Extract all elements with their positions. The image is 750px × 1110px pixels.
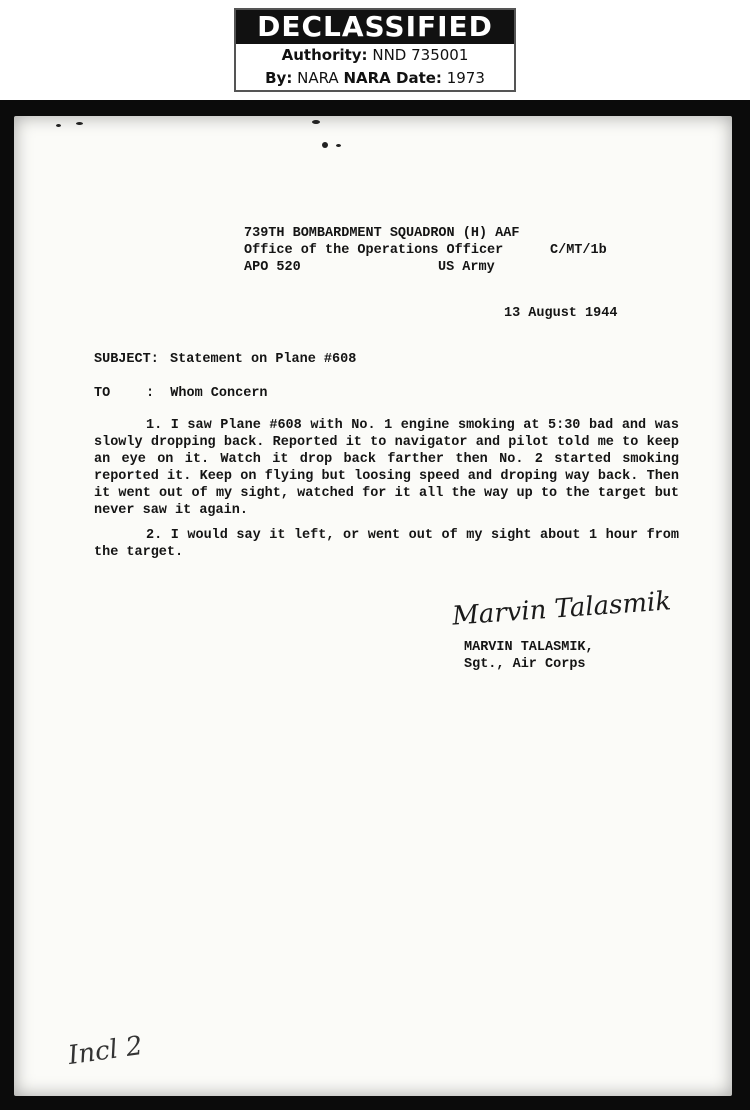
declassified-stamp xyxy=(234,8,516,92)
document-page xyxy=(14,116,732,1096)
office-heading: Office of the Operations Officer xyxy=(244,243,504,258)
stamp-authority-line xyxy=(236,44,514,67)
to-label: TO xyxy=(94,386,111,401)
scan-speck xyxy=(76,122,83,125)
subject-label: SUBJECT: xyxy=(94,352,159,367)
reference-code: C/MT/1b xyxy=(550,243,607,258)
stamp-authority-label: Authority: xyxy=(281,46,368,64)
army-label: US Army xyxy=(438,260,495,275)
scan-frame xyxy=(0,100,750,1110)
paragraph-1: 1. I saw Plane #608 with No. 1 engine smoking at 5:30 bad and was slowly dropping back. Reported it to navigator and pilot told me to keep an eye on it. Watch it drop back farther then No. 2 started smoking reported it. Keep on flying but loosing speed and droping way back. Then it went out of my sight, watched for it all the way up to the target but never saw it again. xyxy=(94,418,679,518)
apo-number: APO 520 xyxy=(244,260,301,275)
scan-speck xyxy=(322,142,328,148)
scan-speck xyxy=(56,124,61,127)
stamp-by-value: NARA xyxy=(297,69,339,87)
stamp-by-label: By: xyxy=(265,69,293,87)
handwritten-signature: Marvin Talasmik xyxy=(451,586,673,632)
stamp-by-line xyxy=(236,67,514,90)
stamp-authority-value: NND 735001 xyxy=(372,46,469,64)
stamp-title: DECLASSIFIED xyxy=(236,10,514,44)
stamp-date-label: NARA Date: xyxy=(343,69,442,87)
to-value: : Whom Concern xyxy=(146,386,268,401)
stamp-date-value: 1973 xyxy=(446,69,485,87)
paragraph-2: 2. I would say it left, or went out of my sight about 1 hour from the target. xyxy=(94,528,679,560)
scan-speck xyxy=(312,120,320,124)
unit-heading: 739TH BOMBARDMENT SQUADRON (H) AAF xyxy=(244,226,520,241)
scan-speck xyxy=(336,144,341,147)
document-date: 13 August 1944 xyxy=(504,306,618,321)
signer-rank: Sgt., Air Corps xyxy=(464,657,586,672)
signer-name: MARVIN TALASMIK, xyxy=(464,640,594,655)
subject-value: Statement on Plane #608 xyxy=(170,352,357,367)
handwritten-enclosure-note: Incl 2 xyxy=(66,1030,145,1072)
